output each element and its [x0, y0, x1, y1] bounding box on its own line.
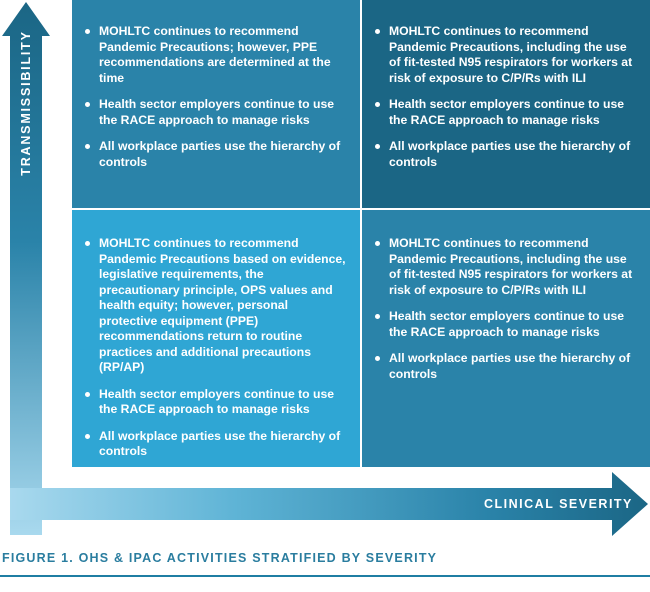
list-item: Health sector employers continue to use the RACE approach to manage risks — [82, 97, 346, 128]
list-item: MOHLTC continues to recommend Pandemic Precautions, including the use of fit-tested N95 respirators for workers at risk of exposure to C/P/Rs with ILI — [372, 236, 638, 298]
transmissibility-axis — [0, 0, 52, 535]
quadrant-top-left — [72, 0, 360, 208]
list-item: MOHLTC continues to recommend Pandemic Precautions; however, PPE recommendations are determined at the time — [82, 24, 346, 86]
list-item: All workplace parties use the hierarchy of controls — [82, 429, 346, 460]
list-item: Health sector employers continue to use the RACE approach to manage risks — [372, 309, 638, 340]
figure-caption: FIGURE 1. OHS & IPAC ACTIVITIES STRATIFIED BY SEVERITY — [2, 551, 438, 565]
list-item: All workplace parties use the hierarchy of controls — [372, 139, 638, 170]
list-item: Health sector employers continue to use the RACE approach to manage risks — [82, 387, 346, 418]
y-axis-label: TRANSMISSIBILITY — [19, 30, 33, 176]
quadrant-bottom-right — [362, 210, 650, 467]
list-item: Health sector employers continue to use the RACE approach to manage risks — [372, 97, 638, 128]
divider — [0, 575, 650, 577]
quadrant-bottom-left — [72, 210, 360, 467]
list-item: MOHLTC continues to recommend Pandemic Precautions based on evidence, legislative requirements, the precautionary principle, OPS values and health equity; however, personal protective equipment (PPE) recommendations return to routine practices and additional precautions (RP/AP) — [82, 236, 346, 376]
quadrant-top-right — [362, 0, 650, 208]
x-axis-label: CLINICAL SEVERITY — [484, 497, 633, 511]
list-item: All workplace parties use the hierarchy of controls — [82, 139, 346, 170]
clinical-severity-axis — [0, 470, 650, 536]
list-item: All workplace parties use the hierarchy of controls — [372, 351, 638, 382]
list-item: MOHLTC continues to recommend Pandemic Precautions, including the use of fit-tested N95 respirators for workers at risk of exposure to C/P/Rs with ILI — [372, 24, 638, 86]
